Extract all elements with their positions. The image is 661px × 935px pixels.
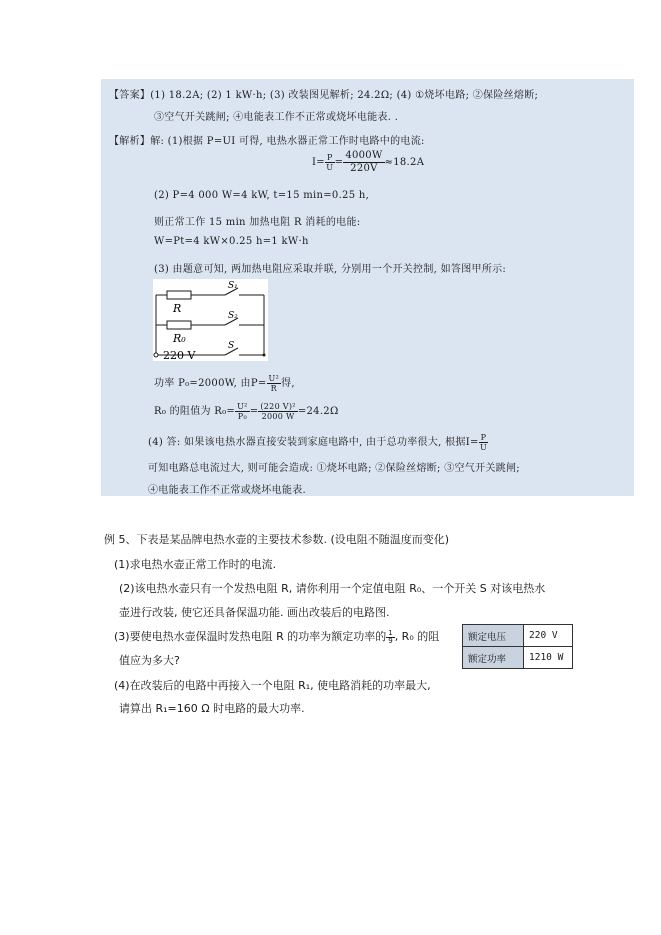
- example-intro: 例 5、下表是某品牌电热水壶的主要技术参数. (设电阻不随温度而变化): [104, 533, 450, 546]
- voltage-label: 220 V: [163, 349, 196, 361]
- spec-label-power: 额定功率: [463, 647, 524, 669]
- analysis-line-7: R₀ 的阻值为 R₀= $\frac{\text{U²}}{\text{P₀}}$ = $\frac{\text{(220 V)²}}{2000 W}$ =24.2Ω: [154, 402, 339, 421]
- question-3-line-1: (3)要使电热水壶保温时发热电阻 R 的功率为额定功率的 $\frac{1}{9}$ , R₀ 的阻: [114, 628, 440, 645]
- analysis-line-5: (3) 由题意可知, 两加热电阻应采取并联, 分别用一个开关控制, 如答图甲所示:: [154, 264, 507, 275]
- analysis-line-1: 【解析】解: (1)根据 P=UI 可得, 电热水器正常工作时电路中的电流:: [109, 136, 425, 147]
- answer-line-2: ③空气开关跳闸; ④电能表工作不正常或烧坏电能表. .: [154, 112, 399, 123]
- spec-label-voltage: 额定电压: [463, 625, 524, 647]
- analysis-line-10: ④电能表工作不正常或烧坏电能表.: [148, 485, 306, 496]
- spec-value-power: 1210 W: [524, 647, 573, 669]
- spec-table: [462, 624, 573, 669]
- resistor-r0-label: R₀: [173, 332, 186, 345]
- analysis-line-6: 功率 P₀=2000W, 由P= $\frac{\text{U²}}{R}$ 得,: [154, 374, 295, 393]
- question-3-line-2: 值应为多大?: [119, 654, 180, 667]
- circuit-diagram: [153, 279, 268, 361]
- analysis-line-9: 可知电路总电流过大, 则可能会造成: ①烧坏电路; ②保险丝熔断; ③空气开关跳闸;: [148, 463, 520, 474]
- resistor-r-label: R: [173, 302, 182, 315]
- switch-s2-label: S₂: [228, 311, 238, 321]
- analysis-line-3: 则正常工作 15 min 加热电阻 R 消耗的电能:: [154, 217, 361, 228]
- question-2-line-1: (2)该电热水壶只有一个发热电阻 R, 请你利用一个定值电阻 R₀、一个开关 S 对该电热水: [119, 582, 546, 595]
- question-2-line-2: 壶进行改装, 使它还具备保温功能. 画出改装后的电路图.: [119, 606, 390, 619]
- question-4-line-1: (4)在改装后的电路中再接入一个电阻 R₁, 使电路消耗的功率最大,: [114, 679, 431, 692]
- table-row: [463, 625, 573, 647]
- question-1: (1)求电热水壶正常工作时的电流.: [114, 558, 277, 571]
- switch-s-label: S: [228, 341, 235, 351]
- question-4-line-2: 请算出 R₁=160 Ω 时电路的最大功率.: [119, 702, 305, 715]
- formula-current: I= $\frac{P}{U}$ = $\frac{4000W}{220V}$ ≈18.2A: [312, 150, 425, 174]
- table-row: [463, 647, 573, 669]
- analysis-line-4: W=Pt=4 kW×0.25 h=1 kW·h: [154, 236, 309, 247]
- spec-value-voltage: 220 V: [524, 625, 573, 647]
- answer-line-1: 【答案】(1) 18.2A; (2) 1 kW·h; (3) 改装图见解析; 24.2Ω; (4) ①烧坏电路; ②保险丝熔断;: [109, 90, 539, 101]
- switch-s1-label: S₁: [228, 281, 238, 291]
- analysis-line-2: (2) P=4 000 W=4 kW, t=15 min=0.25 h,: [154, 190, 370, 201]
- analysis-line-8: (4) 答: 如果该电热水器直接安装到家庭电路中, 由于总功率很大, 根据I= $\frac{P}{U}$: [148, 433, 487, 452]
